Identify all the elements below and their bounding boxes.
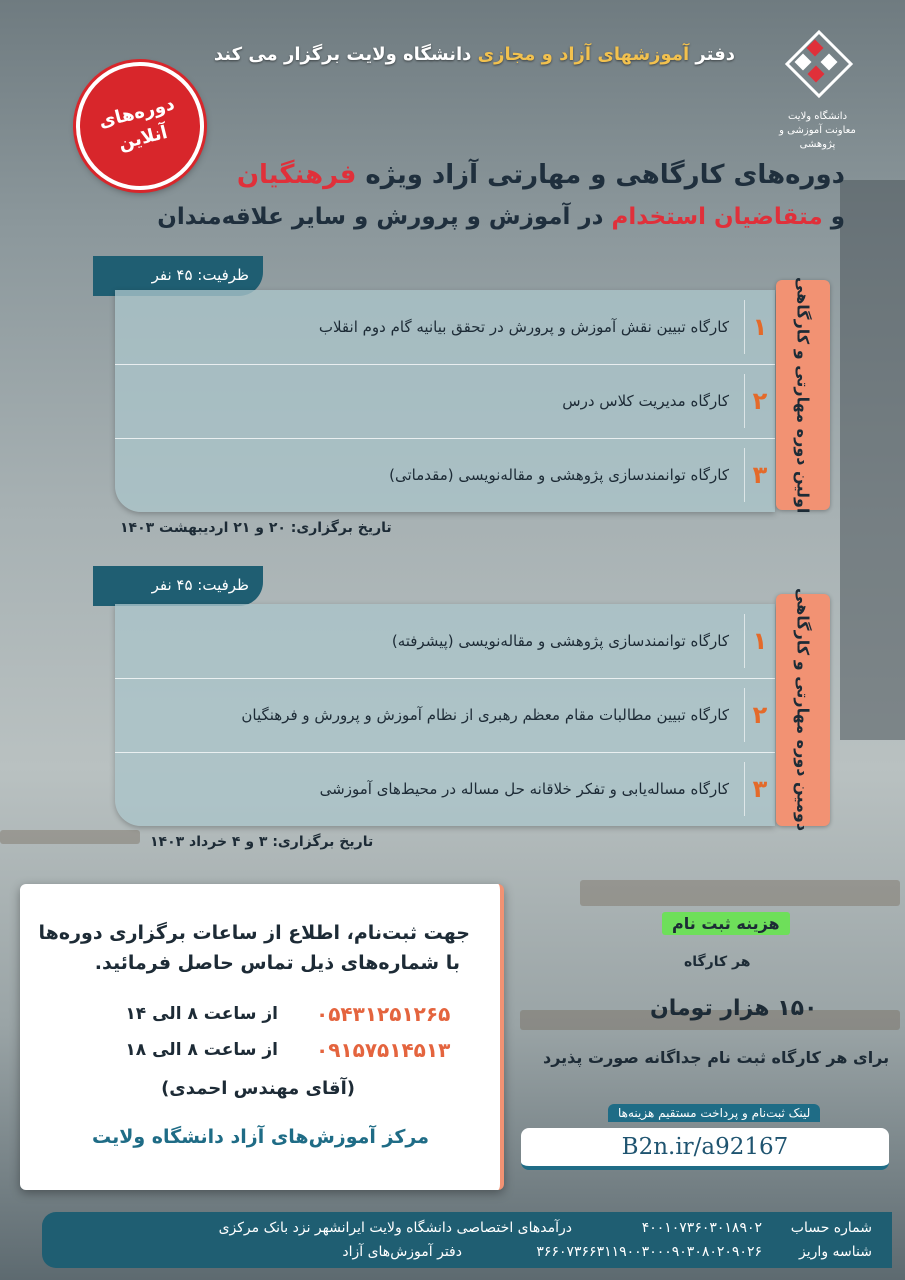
fee-per-workshop: هر کارگاه — [684, 954, 751, 970]
course-2-item-1-text: کارگاه توانمندسازی پژوهشی و مقاله‌نویسی (پیشرفته) — [391, 632, 729, 650]
course-2-date — [150, 834, 373, 850]
title-line1-highlight: فرهنگیان — [236, 160, 357, 190]
course-2-label-text: دومین دوره مهارتی و کارگاهی — [793, 588, 813, 832]
course-1-item-3-number: ۳ — [752, 461, 768, 489]
account-description: درآمدهای اختصاصی دانشگاه ولایت ایرانشهر نزد بانک مرکزی — [218, 1220, 572, 1236]
course-1-item-1-number: ۱ — [752, 313, 768, 341]
course-2-capacity-text: ظرفیت: ۴۵ نفر — [151, 576, 249, 594]
payment-footer — [42, 1212, 892, 1268]
course-2-panel — [115, 604, 775, 826]
course-1-label — [776, 276, 830, 514]
course-2-item-3-text: کارگاه مساله‌یابی و تفکر خلاقانه حل مساله در محیط‌های آموزشی — [319, 780, 729, 798]
title-line1-main: دوره‌های کارگاهی و مهارتی آزاد ویژه — [365, 160, 845, 190]
account-label: شماره حساب — [790, 1220, 872, 1236]
course-2-item-2-text: کارگاه تبیین مطالبات مقام معظم رهبری از نظام آموزش و پرورش و فرهنگیان — [241, 706, 729, 724]
course-2-item-1 — [115, 604, 775, 679]
account-number: ۴۰۰۱۰۷۳۶۰۳۰۱۸۹۰۲ — [641, 1220, 762, 1236]
center-name: مرکز آموزش‌های آزاد دانشگاه ولایت — [91, 1126, 429, 1148]
phone-2-hours: از ساعت ۸ الی ۱۸ — [125, 1040, 278, 1060]
contact-person: (آقای مهندس احمدی) — [161, 1078, 355, 1099]
course-1-capacity-text: ظرفیت: ۴۵ نفر — [151, 266, 249, 284]
main-title-line1 — [237, 160, 845, 190]
course-1-item-2-number: ۲ — [752, 387, 768, 415]
university-sub-text: معاونت آموزشی و پژوهشی — [779, 125, 856, 150]
course-2-date-value: ۳ و ۴ خرداد ۱۴۰۳ — [150, 834, 268, 850]
registration-link-label: لینک ثبت‌نام و پرداخت مستقیم هزینه‌ها — [608, 1104, 820, 1122]
course-1-item-2-text: کارگاه مدیریت کلاس درس — [562, 392, 729, 410]
row-divider — [744, 688, 745, 742]
organizer-line — [214, 44, 735, 65]
course-1-date-label: تاریخ برگزاری: — [290, 520, 392, 536]
row-divider — [744, 374, 745, 428]
course-2-item-1-number: ۱ — [752, 627, 768, 655]
deposit-description: دفتر آموزش‌های آزاد — [342, 1244, 462, 1260]
contact-line-2: با شماره‌های ذیل تماس حاصل فرمائید. — [94, 952, 460, 974]
row-divider — [744, 762, 745, 816]
online-badge — [62, 48, 217, 203]
course-1-item-3-text: کارگاه توانمندسازی پژوهشی و مقاله‌نویسی (مقدماتی) — [389, 466, 729, 484]
course-2-date-label: تاریخ برگزاری: — [272, 834, 374, 850]
fee-note: برای هر کارگاه ثبت نام جداگانه صورت پذیرد — [543, 1048, 890, 1067]
title-line2-prefix: و — [830, 204, 845, 230]
organizer-prefix: دفتر — [695, 44, 735, 65]
phone-1-hours: از ساعت ۸ الی ۱۴ — [125, 1004, 278, 1024]
course-1-label-text: اولین دوره مهارتی و کارگاهی — [793, 276, 813, 514]
course-2-item-2-number: ۲ — [752, 701, 768, 729]
fee-amount: ۱۵۰ هزار تومان — [650, 996, 818, 1021]
course-1-item-1 — [115, 290, 775, 365]
title-line2-suffix: در آموزش و پرورش و سایر علاقه‌مندان — [157, 204, 604, 230]
title-line2-highlight: متقاضیان استخدام — [611, 204, 823, 230]
course-1-date — [120, 520, 392, 536]
deposit-number: ۳۶۶۰۷۳۶۶۳۱۱۹۰۰۳۰۰۰۹۰۳۰۸۰۲۰۹۰۲۶ — [536, 1244, 762, 1260]
organizer-highlight: آموزشهای آزاد و مجازی — [477, 44, 690, 65]
row-divider — [744, 448, 745, 502]
online-badge-text: دوره‌های آنلاین — [96, 93, 177, 155]
contact-line-1: جهت ثبت‌نام، اطلاع از ساعات برگزاری دوره‌ها — [38, 922, 470, 944]
university-name — [770, 110, 865, 152]
phone-2-number[interactable]: ۰۹۱۵۷۵۱۴۵۱۳ — [316, 1038, 451, 1062]
organizer-suffix: دانشگاه ولایت برگزار می کند — [213, 44, 472, 65]
background-desk — [0, 830, 140, 844]
fee-title: هزینه ثبت نام — [662, 912, 790, 935]
deposit-label: شناسه واریز — [799, 1244, 872, 1260]
university-logo-icon — [783, 28, 855, 100]
course-1-item-2 — [115, 364, 775, 439]
course-2-label — [776, 588, 830, 832]
course-1-item-3 — [115, 438, 775, 512]
phone-1-number[interactable]: ۰۵۴۳۱۲۵۱۲۶۵ — [316, 1002, 451, 1026]
course-2-item-3-number: ۳ — [752, 775, 768, 803]
registration-link[interactable]: B2n.ir/a92167 — [521, 1128, 889, 1170]
row-divider — [744, 300, 745, 354]
course-1-item-1-text: کارگاه تبیین نقش آموزش و پرورش در تحقق بیانیه گام دوم انقلاب — [318, 318, 729, 336]
university-name-text: دانشگاه ولایت — [787, 111, 848, 122]
background-desk — [580, 880, 900, 906]
main-title-line2 — [157, 204, 845, 230]
course-2-capacity — [93, 566, 263, 606]
course-1-panel — [115, 290, 775, 512]
course-2-item-3 — [115, 752, 775, 826]
row-divider — [744, 614, 745, 668]
background-window — [840, 180, 905, 740]
course-1-date-value: ۲۰ و ۲۱ اردیبهشت ۱۴۰۳ — [120, 520, 286, 536]
course-2-item-2 — [115, 678, 775, 753]
